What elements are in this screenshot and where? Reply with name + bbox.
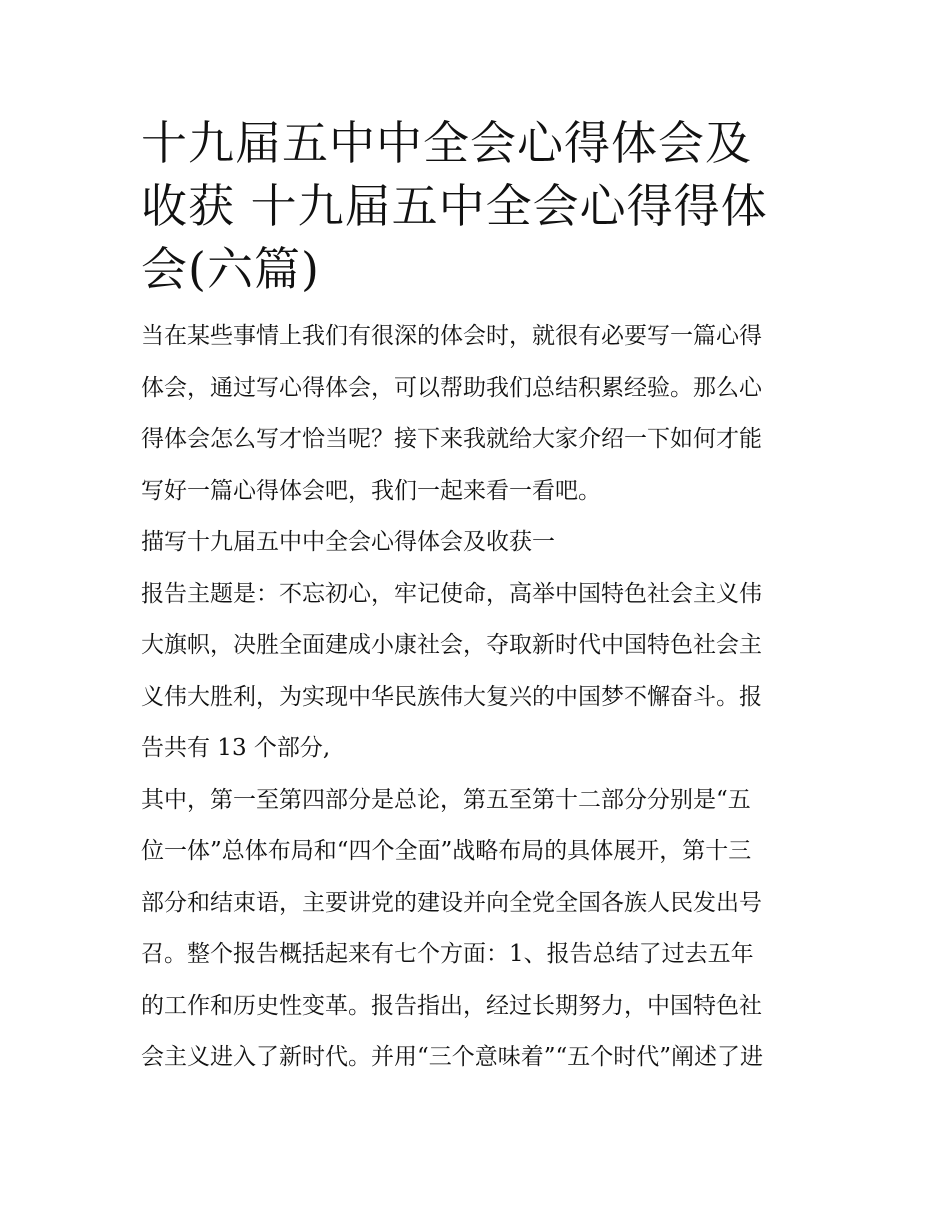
document-title: 十九届五中中全会心得体会及 收获 十九届五中全会心得得体 会(六篇)	[141, 116, 768, 296]
document-page	[141, 112, 816, 1084]
body-paragraph: 其中，第一至第四部分是总论，第五至第十二部分分别是“五 位一体”总体布局和“四个全面”战略布局的具体展开，第十三 部分和结束语，主要讲党的建设并向全党全国各族人民发出号 召。整个报告概括起来有七个方面：1、报告总结了过去五年 的工作和历史性变革。报告指出，经过长期努力，中国特色社 会主义进入了新时代。并用“三个意味着”“五个时代”阐述了进	[141, 786, 764, 1070]
document-body	[141, 311, 816, 1084]
section-heading: 描写十九届五中中全会心得体会及收获一	[141, 529, 555, 555]
body-paragraph: 报告主题是：不忘初心，牢记使命，高举中国特色社会主义伟 大旗帜，决胜全面建成小康社会，夺取新时代中国特色社会主 义伟大胜利，为实现中华民族伟大复兴的中国梦不懈奋斗。报 告共有 13 个部分,	[141, 580, 762, 761]
intro-paragraph: 当在某些事情上我们有很深的体会时，就很有必要写一篇心得 体会，通过写心得体会，可以帮助我们总结积累经验。那么心 得体会怎么写才恰当呢？接下来我就给大家介绍一下如何才能 写好一篇心得体会吧，我们一起来看一看吧。	[141, 323, 762, 504]
